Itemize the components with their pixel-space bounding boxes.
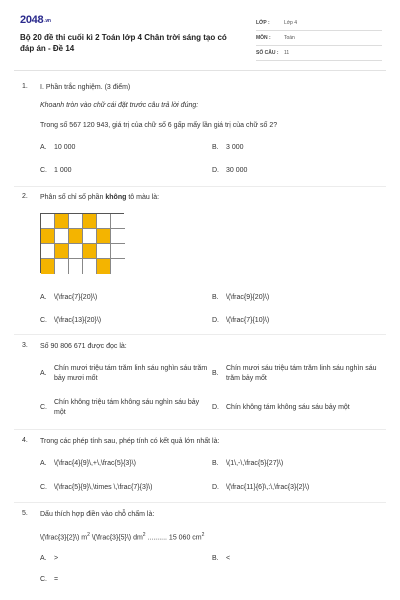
option-c[interactable] [40,166,72,176]
meta-key: MÔN : [256,35,271,41]
grid-cell-shaded [83,244,97,259]
emphasis-text: không [105,194,127,201]
expr-part: \(\frac{3}{5}\) dm [89,534,143,542]
option-b[interactable] [212,293,269,303]
option-a[interactable] [40,293,97,303]
question-text: Số 90 806 671 được đọc là: [40,343,127,350]
exponent: 2 [87,532,90,538]
option-d[interactable] [212,483,309,493]
option-label: C. [40,576,47,583]
question-divider [14,334,386,335]
grid-cell-empty [97,214,111,229]
question-1 [22,83,382,183]
text-part: tô màu là: [126,194,160,201]
grid-cell-shaded [41,259,55,274]
meta-key: SỐ CÂU : [256,50,279,56]
meta-value: Lớp 4 [284,20,298,26]
option-label: A. [40,370,47,377]
question-2 [22,193,382,333]
question-number: 4. [22,437,28,444]
option-text: \(\frac{7}{10}\) [226,317,270,324]
document-title: Bộ 20 đề thi cuối kì 2 Toán lớp 4 Chân trời sáng tạo có đáp án - Đề 14 [20,33,227,53]
question-5 [22,510,382,590]
grid-cell-empty [41,214,55,229]
question-number: 3. [22,342,28,349]
grid-cell-empty [111,214,125,229]
option-label: A. [40,294,47,301]
option-d[interactable] [212,166,247,176]
question-text [40,193,380,203]
option-label: B. [212,555,219,562]
question-number: 1. [22,83,28,90]
option-c[interactable] [40,483,152,493]
grid-cell-shaded [41,229,55,244]
option-b[interactable] [212,364,382,384]
option-text: \(1\,-\,\frac{5}{27}\) [226,460,284,467]
grid-cell-empty [111,244,125,259]
question-text: Trong số 567 120 943, giá trị của chữ số 6 gấp mấy lần giá trị của chữ số 2? [40,122,278,129]
grid-cell-empty [97,244,111,259]
option-label: A. [40,144,47,151]
option-a[interactable] [40,554,58,564]
option-label: A. [40,555,47,562]
grid-cell-shaded [69,229,83,244]
grid-cell-shaded [83,214,97,229]
logo-suffix: .vn [44,18,51,24]
option-b[interactable] [212,554,230,564]
question-divider [14,429,386,430]
grid-cell-shaded [97,229,111,244]
option-c[interactable] [40,575,58,585]
grid-cell-empty [83,259,97,274]
option-label: B. [212,370,219,377]
grid-cell-shaded [55,244,69,259]
grid-cell-empty [69,259,83,274]
fraction-grid [40,213,124,273]
option-text: = [54,576,59,583]
section-title: I. Phần trắc nghiệm. (3 điểm) [40,84,131,91]
option-text: Chín không tám không sáu sáu bảy một [226,404,350,411]
option-label: D. [212,167,219,174]
option-label: C. [40,167,47,174]
option-text: 10 000 [54,144,76,151]
option-text: 1 000 [54,167,72,174]
option-label: B. [212,460,219,467]
option-a[interactable] [40,143,75,153]
question-4 [22,437,382,499]
option-label: C. [40,404,47,411]
document-meta [256,16,382,61]
option-text: \(\frac{13}{20}\) [54,317,102,324]
grid-cell-empty [55,229,69,244]
option-label: D. [212,317,219,324]
option-text: 3 000 [226,144,244,151]
option-label: C. [40,317,47,324]
option-label: D. [212,404,219,411]
exponent: 2 [142,532,146,538]
grid-cell-empty [55,259,69,274]
question-3 [22,342,382,427]
option-text: Chín không triệu tám không sáu nghìn sáu bảy một [54,399,200,416]
grid-cell-empty [41,244,55,259]
option-text: \(\frac{11}{6}\,:\,\frac{3}{2}\) [226,484,310,491]
grid-cell-empty [111,229,125,244]
grid-cell-empty [69,244,83,259]
meta-value: Toán [284,35,295,41]
site-logo[interactable] [20,14,51,26]
grid-cell-shaded [55,214,69,229]
option-text: Chín mươi triệu tám trăm linh sáu nghìn sáu trăm bảy mươi mốt [54,365,208,382]
option-c[interactable] [40,398,210,418]
blank-dots: .......... [145,534,169,542]
meta-row-count [256,46,382,61]
expr-part: \(\frac{3}{2}\) m [40,534,88,542]
grid-cell-empty [83,229,97,244]
option-label: C. [40,484,47,491]
option-d[interactable] [212,398,382,418]
option-text: \(\frac{7}{20}\) [54,294,98,301]
text-part: Phân số chỉ số phần [40,194,106,201]
header [20,14,382,62]
grid-cell-empty [69,214,83,229]
meta-key: LỚP : [256,20,270,26]
option-text: \(\frac{9}{20}\) [226,294,270,301]
exponent: 2 [201,532,205,538]
question-number: 5. [22,510,28,517]
grid-cell-empty [111,259,125,274]
option-text: \(\frac{4}{9}\,+\,\frac{5}{3}\) [54,460,136,467]
meta-value: 11 [284,50,290,56]
meta-row-grade [256,16,382,31]
option-label: D. [212,484,219,491]
question-divider [14,502,386,503]
option-text: Chín mươi sáu triệu tám trăm linh sáu nghìn sáu trăm bảy mốt [226,365,377,382]
meta-row-subject [256,31,382,46]
option-label: A. [40,460,47,467]
option-text: < [226,555,231,562]
option-text: \(\frac{5}{9}\,\times \,\frac{7}{3}\) [54,484,153,491]
option-a[interactable] [40,364,210,384]
header-divider [14,70,386,71]
option-text: > [54,555,59,562]
expr-part: 15 060 cm [168,534,202,542]
option-d[interactable] [212,316,269,326]
option-text: 30 000 [226,167,248,174]
option-c[interactable] [40,316,101,326]
option-label: B. [212,294,219,301]
option-b[interactable] [212,459,283,469]
question-text: Trong các phép tính sau, phép tính có kết quả lớn nhất là: [40,438,220,445]
question-number: 2. [22,193,28,200]
question-text: Dấu thích hợp điền vào chỗ chấm là: [40,511,155,518]
question-divider [14,186,386,187]
option-label: B. [212,144,219,151]
comparison-expression [40,530,204,543]
instruction-text: Khoanh tròn vào chữ cái đặt trước câu trả lời đúng: [40,102,199,109]
option-a[interactable] [40,459,136,469]
option-b[interactable] [212,143,244,153]
grid-cell-shaded [97,259,111,274]
logo-text: 2048 [20,14,44,26]
